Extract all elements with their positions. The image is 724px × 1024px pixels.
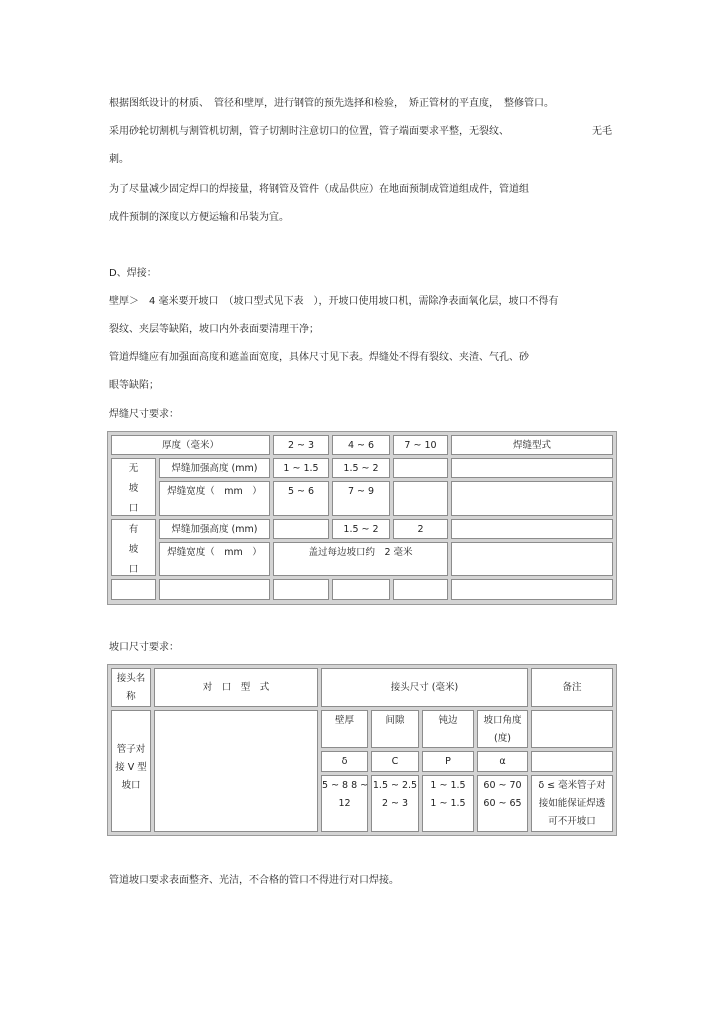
th-thickness: 厚度（毫米）: [111, 435, 270, 455]
wb-type-2: [451, 542, 613, 576]
gap-values: 1.5 ~ 2.5 2 ~ 3: [371, 775, 419, 832]
weld-size-table: [107, 431, 617, 605]
nb-width-4-6: 7 ~ 9: [332, 481, 390, 516]
sym-delta: δ: [321, 751, 368, 772]
sym-alpha: α: [477, 751, 528, 772]
nb-height-4-6: 1.5 ~ 2: [332, 458, 390, 478]
nb-type-1: [451, 458, 613, 478]
th-joint-name: 接头名 称: [111, 668, 151, 707]
paragraph-bevel-requirement: 壁厚＞ 4 毫米要开坡口 （坡口型式见下表 ），开坡口使用坡口机，需除净表面氧化层，坡口不得有: [109, 296, 559, 307]
nb-width-2-3: 5 ~ 6: [273, 481, 329, 516]
paragraph-weld-quality-tail: 眼等缺陷；: [109, 380, 159, 391]
th-joint-size: 接头尺寸 (毫米): [321, 668, 528, 707]
nb-width-7-10: [393, 481, 448, 516]
weld-table-title: 焊缝尺寸要求：: [109, 409, 179, 420]
wall-values: 5 ~ 8 8 ~ 12: [321, 775, 368, 832]
empty-cell: [393, 579, 448, 600]
wb-height-4-6: 1.5 ~ 2: [332, 519, 390, 539]
th-4-6: 4 ~ 6: [332, 435, 390, 455]
empty-cell: [332, 579, 390, 600]
wb-height-2-3: [273, 519, 329, 539]
th-blunt: 钝边: [422, 710, 474, 748]
th-weld-type: 焊缝型式: [451, 435, 613, 455]
paragraph-prefab-tail: 成件预制的深度以方便运输和吊装为宜。: [109, 212, 289, 223]
row-v-bevel-name: 管子对 接 V 型 坡口: [111, 710, 151, 832]
th-angle: 坡口角度 (度): [477, 710, 528, 748]
paragraph-weld-quality: 管道焊缝应有加强面高度和遮盖面宽度，具体尺寸见下表。焊缝处不得有裂纹、夹渣、气孔、砂: [109, 352, 529, 363]
bevel-size-table: [107, 664, 617, 836]
group-no-bevel: 无 坡 口: [111, 458, 156, 516]
nb-height-2-3: 1 ~ 1.5: [273, 458, 329, 478]
th-2-3: 2 ~ 3: [273, 435, 329, 455]
label-reinf-height: 焊缝加强高度 (mm): [159, 458, 270, 478]
empty-cell: [273, 579, 329, 600]
wb-height-7-10: 2: [393, 519, 448, 539]
paragraph-cutting: 采用砂轮切割机与割管机切割，管子切割时注意切口的位置，管子端面要求平整，无裂纹、: [109, 126, 509, 137]
paragraph-final: 管道坡口要求表面整齐、光洁，不合格的管口不得进行对口焊接。: [109, 875, 399, 886]
paragraph-cutting-end: 无毛: [592, 126, 612, 137]
paragraph-prefab: 为了尽量减少固定焊口的焊接量，将钢管及管件（成品供应）在地面预制成管道组成件，管道组: [109, 184, 529, 195]
paragraph-cutting-tail: 刺。: [109, 154, 129, 165]
remark-values: δ ≤ 毫米管子对 接如能保证焊透 可不开坡口: [531, 775, 613, 832]
blunt-values: 1 ~ 1.5 1 ~ 1.5: [422, 775, 474, 832]
th-wall: 壁厚: [321, 710, 368, 748]
label-width-2: 焊缝宽度（ mm ）: [159, 542, 270, 576]
empty-cell: [159, 579, 270, 600]
empty-cell: [451, 579, 613, 600]
nb-height-7-10: [393, 458, 448, 478]
angle-values: 60 ~ 70 60 ~ 65: [477, 775, 528, 832]
nb-type-2: [451, 481, 613, 516]
butt-type-diagram: [154, 710, 318, 832]
paragraph-material-selection: 根据图纸设计的材质、 管径和壁厚，进行钢管的预先选择和检验， 矫正管材的平直度， 整修管口。: [109, 98, 554, 109]
bevel-table-title: 坡口尺寸要求：: [109, 642, 179, 653]
wb-type-1: [451, 519, 613, 539]
sym-c: C: [371, 751, 419, 772]
remarks-header-empty: [531, 710, 613, 748]
section-heading-welding: D、焊接：: [109, 268, 157, 279]
th-gap: 间隙: [371, 710, 419, 748]
th-remarks: 备注: [531, 668, 613, 707]
wb-width-all: 盖过每边坡口约 2 毫米: [273, 542, 448, 576]
label-reinf-height-2: 焊缝加强高度 (mm): [159, 519, 270, 539]
empty-cell: [111, 579, 156, 600]
sym-p: P: [422, 751, 474, 772]
label-width: 焊缝宽度（ mm ）: [159, 481, 270, 516]
group-with-bevel: 有 坡 口: [111, 519, 156, 576]
remarks-sym-empty: [531, 751, 613, 772]
th-butt-type: 对 口 型 式: [154, 668, 318, 707]
th-7-10: 7 ~ 10: [393, 435, 448, 455]
paragraph-bevel-clean: 裂纹、夹层等缺陷，坡口内外表面要清理干净；: [109, 324, 319, 335]
